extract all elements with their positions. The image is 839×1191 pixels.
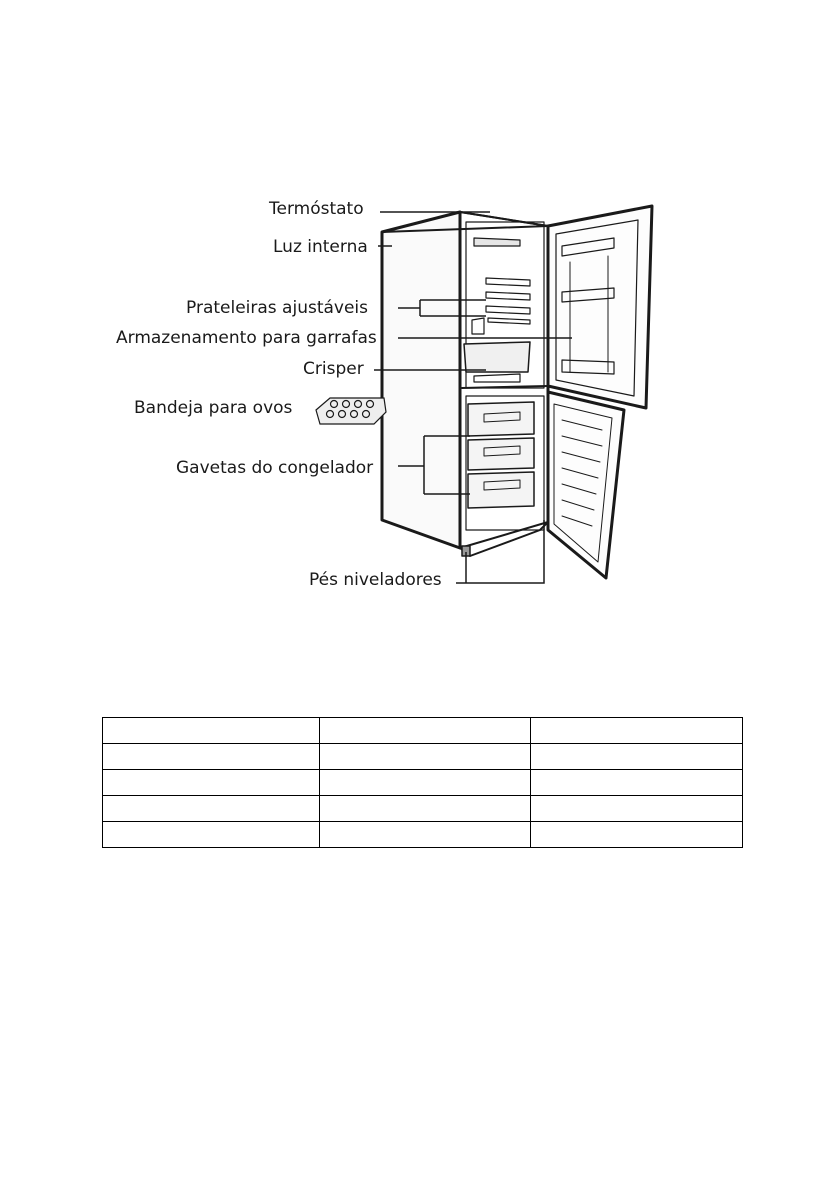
table-cell (320, 718, 531, 744)
label-adjustable-shelves: Prateleiras ajustáveis (186, 298, 369, 318)
table-cell (531, 822, 743, 848)
table-cell (320, 822, 531, 848)
freezer-drawer-1 (468, 402, 534, 436)
freezer-drawer-2 (468, 438, 534, 470)
cabinet-side (382, 212, 460, 548)
crisper-box (464, 342, 530, 372)
label-leveling-feet: Pés niveladores (309, 570, 442, 590)
table-row (103, 822, 743, 848)
label-crisper: Crisper (303, 359, 364, 379)
table-row (103, 770, 743, 796)
table-cell (103, 822, 320, 848)
freezer-door (548, 392, 624, 578)
egg-tray-illustration (316, 398, 386, 424)
fridge-illustration (382, 206, 652, 578)
label-freezer-drawers: Gavetas do congelador (176, 458, 374, 478)
table-cell (531, 796, 743, 822)
table-cell (320, 770, 531, 796)
table-cell (103, 744, 320, 770)
table-cell (103, 796, 320, 822)
table-cell (531, 744, 743, 770)
label-egg-tray: Bandeja para ovos (134, 398, 293, 418)
empty-table (102, 717, 743, 848)
table-row (103, 796, 743, 822)
table-row (103, 744, 743, 770)
label-internal-light: Luz interna (273, 237, 368, 257)
table-cell (531, 718, 743, 744)
thermostat-box (474, 238, 520, 246)
table-cell (103, 770, 320, 796)
freezer-drawer-3 (468, 472, 534, 508)
label-thermostat: Termóstato (269, 199, 364, 219)
table-cell (531, 770, 743, 796)
table-row (103, 718, 743, 744)
label-bottle-storage: Armazenamento para garrafas (116, 328, 377, 348)
cabinet-bottom (460, 522, 548, 556)
table-cell (103, 718, 320, 744)
table-cell (320, 744, 531, 770)
table-cell (320, 796, 531, 822)
